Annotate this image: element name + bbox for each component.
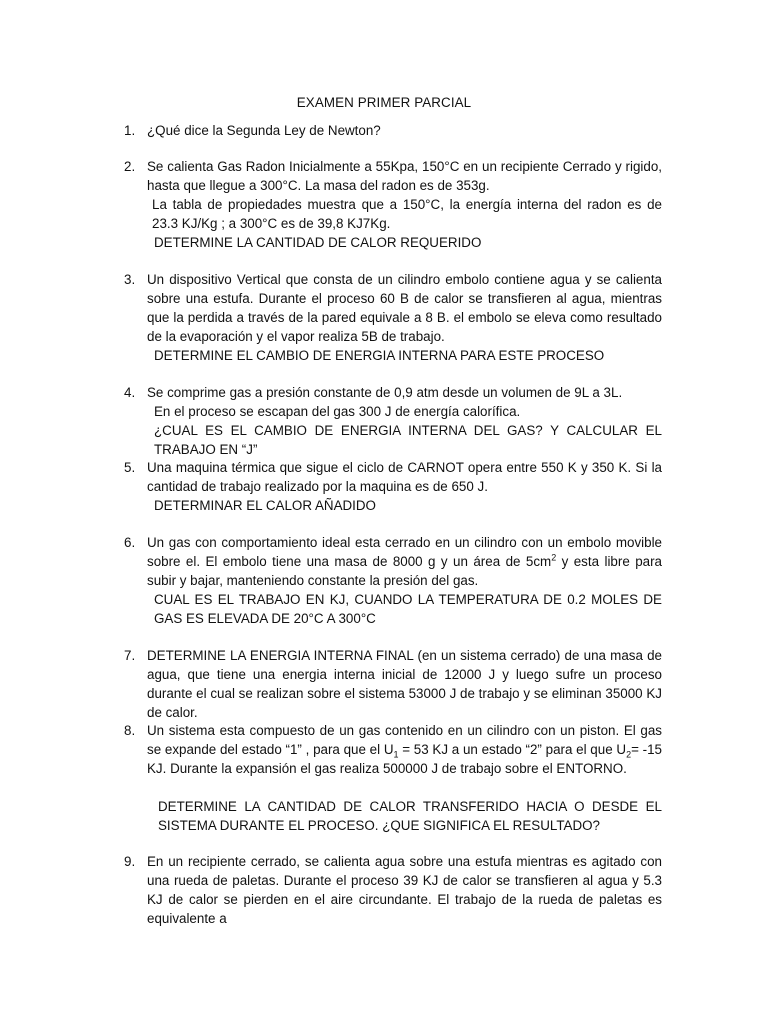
question-text <box>147 721 662 778</box>
question-text: DETERMINE LA ENERGIA INTERNA FINAL (en un sistema cerrado) de una masa de agua, que tiene una energia interna inicial de 12000 J y luego sufre un proceso durante el cual se realizan sobre el sistema 53000 J de trabajo y se eliminan 35000 KJ de calor. <box>147 648 662 720</box>
question-text-2: En el proceso se escapan del gas 300 J de energía calorífica. <box>154 404 521 419</box>
question-text: Una maquina térmica que sigue el ciclo de CARNOT opera entre 550 K y 350 K. Si la cantidad de trabajo realizado por la maquina es de 650 J. <box>147 460 662 494</box>
question-text: Se comprime gas a presión constante de 0,9 atm desde un volumen de 9L a 3L. <box>147 385 623 400</box>
question-3 <box>124 270 662 365</box>
question-number: 5. <box>124 460 136 475</box>
question-instruction: CUAL ES EL TRABAJO EN KJ, CUANDO LA TEMPERATURA DE 0.2 MOLES DE GAS ES ELEVADA DE 20°C A 300°C <box>154 592 662 626</box>
question-instruction: DETERMINE LA CANTIDAD DE CALOR REQUERIDO <box>154 235 482 250</box>
question-5 <box>124 458 662 515</box>
question-7 <box>124 646 662 722</box>
superscript: 2 <box>551 552 557 563</box>
question-number: 9. <box>124 854 136 869</box>
subscript: 1 <box>393 749 399 760</box>
question-instruction: ¿CUAL ES EL CAMBIO DE ENERGIA INTERNA DEL GAS? Y CALCULAR EL TRABAJO EN “J” <box>154 423 662 457</box>
question-2 <box>124 157 662 252</box>
question-instruction: DETERMINE LA CANTIDAD DE CALOR TRANSFERIDO HACIA O DESDE EL SISTEMA DURANTE EL PROCESO. ¿QUE SIGNIFICA EL RESULTADO? <box>158 799 662 833</box>
question-number: 1. <box>124 123 136 138</box>
question-instruction: DETERMINAR EL CALOR AÑADIDO <box>154 498 376 513</box>
question-number: 7. <box>124 648 136 663</box>
question-8 <box>124 721 662 835</box>
question-instruction: DETERMINE EL CAMBIO DE ENERGIA INTERNA PARA ESTE PROCESO <box>154 348 605 363</box>
question-1 <box>124 121 662 140</box>
question-number: 8. <box>124 723 136 738</box>
subscript: 2 <box>626 749 632 760</box>
question-text: Se calienta Gas Radon Inicialmente a 55Kpa, 150°C en un recipiente Cerrado y rigido, hasta que llegue a 300°C. La masa del radon es de 353g. <box>147 159 662 193</box>
question-text-2: La tabla de propiedades muestra que a 150°C, la energía interna del radon es de 23.3 KJ/Kg ; a 300°C es de 39,8 KJ7Kg. <box>152 197 662 231</box>
question-4 <box>124 383 662 459</box>
question-9 <box>124 852 662 928</box>
question-text <box>147 533 662 590</box>
question-number: 6. <box>124 535 136 550</box>
question-text: Un dispositivo Vertical que consta de un cilindro embolo contiene agua y se calienta sobre una estufa. Durante el proceso 60 B de calor se transfieren al agua, mientras que la perdida a través de la pared equivale a 8 B. el embolo se eleva como resultado de la evaporación y el vapor realiza 5B de trabajo. <box>147 272 662 344</box>
question-6 <box>124 533 662 628</box>
question-number: 3. <box>124 272 136 287</box>
question-text-part: Un sistema esta compuesto de un gas contenido en un cilindro con un piston. El gas se expande del estado “1” , para que el U <box>147 723 662 757</box>
question-text-part: y esta libre para subir y bajar, manteniendo constante la presión del gas. <box>147 554 662 588</box>
question-text: En un recipiente cerrado, se calienta agua sobre una estufa mientras es agitado con una rueda de paletas. Durante el proceso 39 KJ de calor se transfieren al agua y 5.3 KJ de calor se pierden en el aire circundante. El trabajo de la rueda de paletas es equivalente a <box>147 854 662 926</box>
question-text: ¿Qué dice la Segunda Ley de Newton? <box>147 123 381 138</box>
question-text-part: Un gas con comportamiento ideal esta cerrado en un cilindro con un embolo movible sobre el. El embolo tiene una masa de 8000 g y un área de 5cm <box>147 535 662 569</box>
question-number: 4. <box>124 385 136 400</box>
question-text-part: = -15 KJ. Durante la expansión el gas realiza 500000 J de trabajo sobre el ENTORNO. <box>147 742 662 776</box>
question-number: 2. <box>124 159 136 174</box>
exam-title: EXAMEN PRIMER PARCIAL <box>296 95 472 110</box>
question-text-part: = 53 KJ a un estado “2” para el que U <box>398 742 627 757</box>
